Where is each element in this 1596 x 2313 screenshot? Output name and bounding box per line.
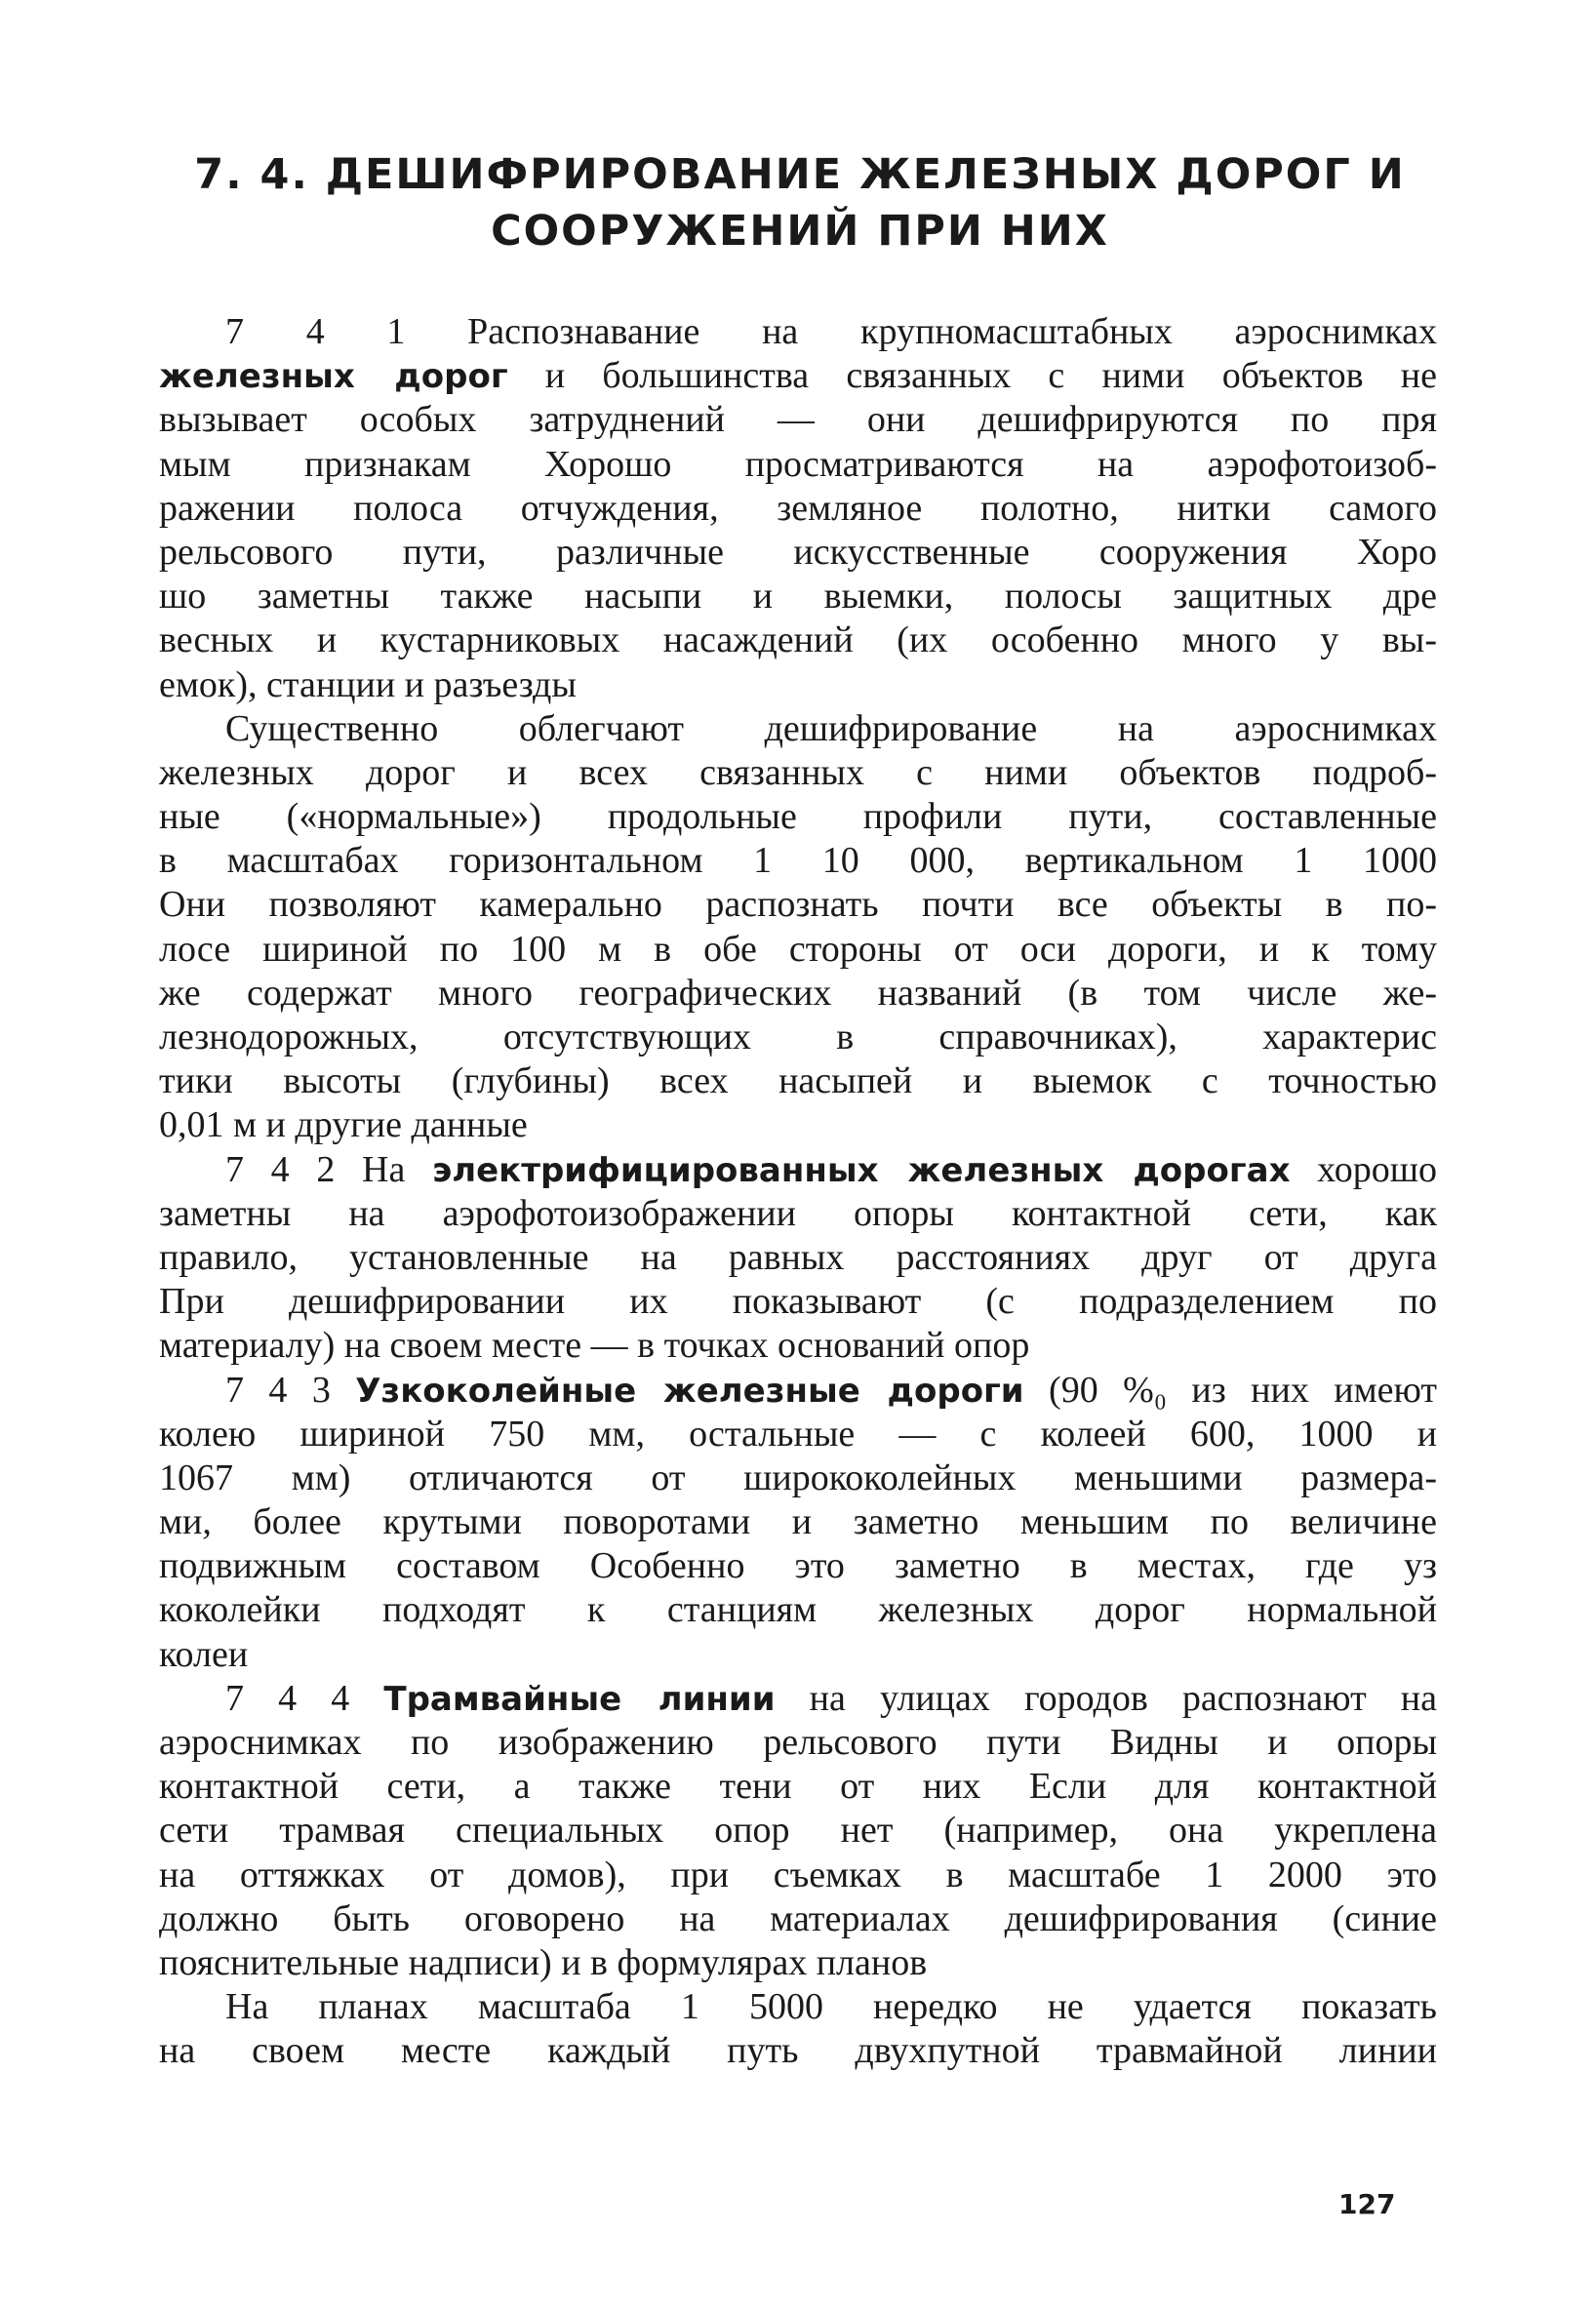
text-line — [159, 1280, 1437, 1324]
text-line — [159, 1500, 1437, 1544]
text-run: тики высоты (глубины) всех насыпей и выемок с точностью — [159, 1060, 1437, 1102]
text-run: колеи — [159, 1633, 249, 1675]
text-run: колею шириной 750 мм, остальные — с колеей 600, 1000 и — [159, 1413, 1437, 1455]
text-run: 7 4 2 На — [225, 1148, 433, 1190]
bold-term: железных дорог — [159, 357, 508, 397]
text-run: ми, более крутыми поворотами и заметно меньшим по величине — [159, 1501, 1437, 1543]
bold-term: Трамвайные линии — [383, 1679, 776, 1719]
text-line — [159, 1324, 1437, 1368]
text-line — [159, 1721, 1437, 1765]
text-line — [159, 2029, 1437, 2073]
text-run: рельсового пути, различные искусственные сооружения Хоро — [159, 531, 1437, 573]
section-title — [156, 146, 1444, 259]
text-line — [159, 1677, 1437, 1721]
text-line — [159, 1103, 1437, 1147]
text-run: сети трамвая специальных опор нет (например, она укреплена — [159, 1810, 1437, 1852]
text-line — [159, 707, 1437, 751]
text-run: правило, установленные на равных расстояниях друг от друга — [159, 1236, 1437, 1278]
body-text — [159, 310, 1437, 2074]
text-line — [159, 1985, 1437, 2029]
text-run: пояснительные надписи) и в формулярах планов — [159, 1941, 928, 1983]
text-run: При дешифрировании их показывают (с подразделением по — [159, 1281, 1437, 1323]
text-run: Они позволяют камерально распознать почти все объекты в по- — [159, 884, 1437, 926]
text-run: хорошо — [1290, 1148, 1437, 1190]
text-run: должно быть оговорено на материалах дешифрирования (синие — [159, 1897, 1437, 1939]
text-run: заметны на аэрофотоизображении опоры контактной сети, как — [159, 1192, 1437, 1234]
text-line — [159, 1809, 1437, 1853]
text-run: 7 4 4 — [225, 1677, 384, 1719]
text-run: емок), станции и разъезды — [159, 663, 577, 705]
text-line — [159, 928, 1437, 972]
text-line — [159, 1148, 1437, 1192]
text-line — [159, 1236, 1437, 1280]
text-line — [159, 1456, 1437, 1500]
text-run: же содержат много географических названий (в том числе же- — [159, 972, 1437, 1014]
text-run: 1067 мм) отличаются от ширококолейных меньшими размера- — [159, 1456, 1437, 1498]
text-line — [159, 1941, 1437, 1985]
text-run: шо заметны также насыпи и выемки, полосы защитных дре — [159, 576, 1437, 618]
text-line — [159, 1897, 1437, 1941]
text-line — [159, 310, 1437, 354]
text-line — [159, 972, 1437, 1016]
text-run: 7 4 3 — [225, 1369, 356, 1411]
text-line — [159, 443, 1437, 487]
text-run: коколейки подходят к станциям железных дорог нормальной — [159, 1589, 1437, 1631]
text-line — [159, 1413, 1437, 1456]
text-run: Существенно облегчают дешифрирование на аэроснимках — [225, 707, 1437, 749]
text-run: весных и кустарниковых насаждений (их особенно много у вы- — [159, 619, 1437, 661]
bold-term: электрифицированных железных дорогах — [432, 1150, 1291, 1190]
text-line — [159, 1544, 1437, 1588]
text-line — [159, 883, 1437, 927]
text-line — [159, 1192, 1437, 1236]
text-line — [159, 354, 1437, 398]
text-run: 0,01 м и другие данные — [159, 1104, 528, 1146]
text-line — [159, 1059, 1437, 1103]
text-run: контактной сети, а также тени от них Если для контактной — [159, 1766, 1437, 1808]
text-line — [159, 663, 1437, 707]
text-run: на улицах городов распознают на — [775, 1677, 1437, 1719]
page-number: 127 — [1338, 2188, 1396, 2220]
text-line — [159, 1854, 1437, 1897]
text-run: лезнодорожных, отсутствующих в справочниках), характерис — [159, 1017, 1437, 1057]
text-line — [159, 1016, 1437, 1059]
text-line — [159, 1765, 1437, 1809]
text-run: ражении полоса отчуждения, земляное полотно, нитки самого — [159, 487, 1437, 529]
text-line — [159, 618, 1437, 662]
text-line — [159, 398, 1437, 442]
text-run: ные («нормальные») продольные профили пути, составленные — [159, 796, 1437, 838]
text-run: в масштабах горизонтальном 1 10 000, вертикальном 1 1000 — [159, 840, 1437, 882]
bold-term: Узкоколейные железные дороги — [355, 1371, 1024, 1411]
text-line — [159, 751, 1437, 795]
text-run: мым признакам Хорошо просматриваются на аэрофотоизоб- — [159, 443, 1437, 485]
text-line — [159, 1633, 1437, 1677]
text-run: лосе шириной по 100 м в обе стороны от оси дороги, и к тому — [159, 928, 1437, 970]
text-line — [159, 575, 1437, 618]
text-run: железных дорог и всех связанных с ними объектов подроб- — [159, 751, 1437, 793]
text-run: подвижным составом Особенно это заметно в местах, где уз — [159, 1545, 1437, 1587]
section-title-line-1: 7. 4. ДЕШИФРИРОВАНИЕ ЖЕЛЕЗНЫХ ДОРОГ И — [194, 150, 1406, 199]
text-line — [159, 839, 1437, 883]
text-run: 7 4 1 Распознавание на крупномасштабных аэроснимках — [225, 311, 1437, 352]
text-line — [159, 795, 1437, 839]
text-line — [159, 1369, 1437, 1413]
text-run: материалу) на своем месте — в точках оснований опор — [159, 1325, 1030, 1367]
text-run: На планах масштаба 1 5000 нередко не удается показать — [225, 1986, 1437, 2028]
section-title-line-2: СООРУЖЕНИЙ ПРИ НИХ — [491, 207, 1109, 256]
text-line — [159, 1588, 1437, 1632]
text-line — [159, 531, 1437, 575]
text-run: вызывает особых затруднений — они дешифрируются по пря — [159, 399, 1437, 441]
text-run: на своем месте каждый путь двухпутной травмайной линии — [159, 2030, 1437, 2072]
text-line — [159, 487, 1437, 531]
text-run: (90 %₀ из них имеют — [1023, 1369, 1437, 1411]
text-run: аэроснимках по изображению рельсового пути Видны и опоры — [159, 1722, 1437, 1763]
text-run: и большинства связанных с ними объектов не — [507, 355, 1437, 397]
text-run: на оттяжках от домов), при съемках в масштабе 1 2000 это — [159, 1854, 1437, 1895]
